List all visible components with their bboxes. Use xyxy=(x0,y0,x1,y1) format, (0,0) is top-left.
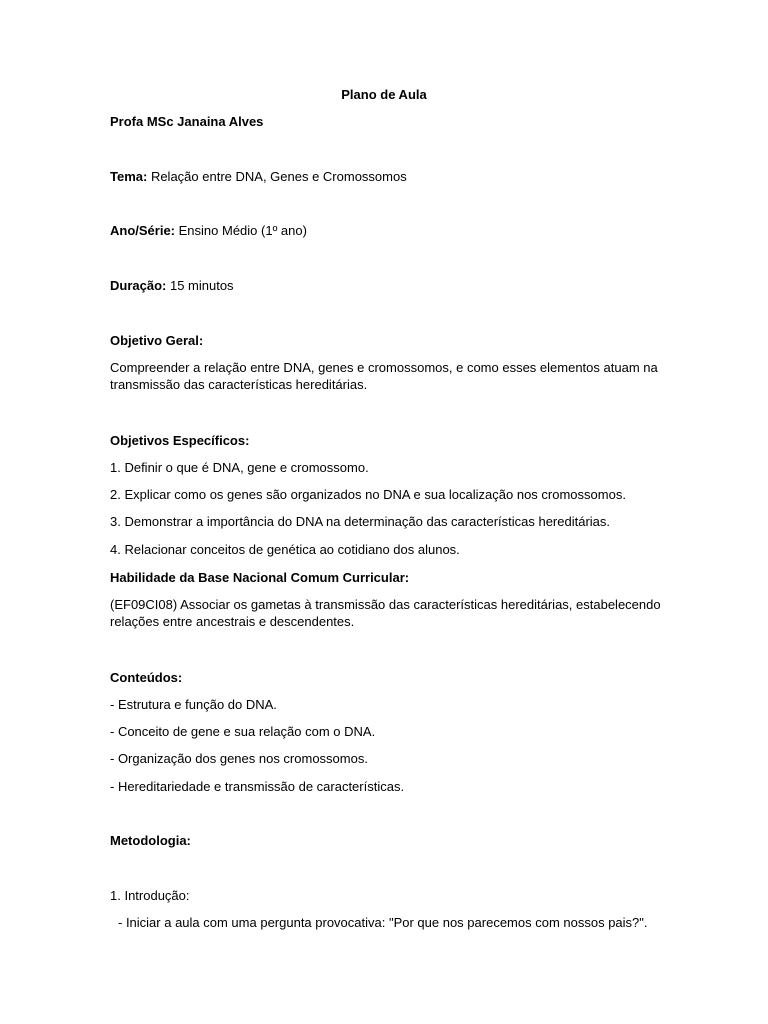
objetivo-especifico-item: 3. Demonstrar a importância do DNA na determinação das características hereditárias. xyxy=(110,514,611,529)
conteudos-heading: Conteúdos: xyxy=(110,670,183,685)
tema-line xyxy=(110,168,662,185)
objetivo-especifico-item: 4. Relacionar conceitos de genética ao cotidiano dos alunos. xyxy=(110,542,460,557)
objetivo-especifico-item: 1. Definir o que é DNA, gene e cromossomo. xyxy=(110,460,369,475)
metodologia-step-detail: - Iniciar a aula com uma pergunta provocativa: "Por que nos parecemos com nossos pais?". xyxy=(118,915,648,930)
tema-value: Relação entre DNA, Genes e Cromossomos xyxy=(147,169,407,184)
duracao-line xyxy=(110,277,662,294)
duracao-label: Duração: xyxy=(110,278,167,293)
conteudo-item: - Organização dos genes nos cromossomos. xyxy=(110,751,368,766)
habilidade-text: (EF09CI08) Associar os gametas à transmissão das características hereditárias, estabelecendo relações entre ancestrais e descendentes. xyxy=(110,597,661,629)
objetivo-geral-heading: Objetivo Geral: xyxy=(110,333,204,348)
habilidade-heading: Habilidade da Base Nacional Comum Curricular: xyxy=(110,570,410,585)
metodologia-step: 1. Introdução: xyxy=(110,888,190,903)
ano-serie-line xyxy=(110,222,662,239)
tema-label: Tema: xyxy=(110,169,148,184)
objetivo-especifico-item: 2. Explicar como os genes são organizados no DNA e sua localização nos cromossomos. xyxy=(110,487,626,502)
conteudo-item: - Conceito de gene e sua relação com o DNA. xyxy=(110,724,376,739)
author-line: Profa MSc Janaina Alves xyxy=(110,114,264,129)
ano-serie-value: Ensino Médio (1º ano) xyxy=(175,223,307,238)
conteudo-item: - Estrutura e função do DNA. xyxy=(110,697,277,712)
metodologia-heading: Metodologia: xyxy=(110,833,191,848)
document-title: Plano de Aula xyxy=(341,87,427,102)
objetivo-geral-text: Compreender a relação entre DNA, genes e cromossomos, e como esses elementos atuam na transmissão das características hereditárias. xyxy=(110,360,658,392)
objetivos-especificos-heading: Objetivos Específicos: xyxy=(110,433,250,448)
duracao-value: 15 minutos xyxy=(166,278,234,293)
conteudo-item: - Hereditariedade e transmissão de características. xyxy=(110,779,405,794)
ano-serie-label: Ano/Série: xyxy=(110,223,176,238)
